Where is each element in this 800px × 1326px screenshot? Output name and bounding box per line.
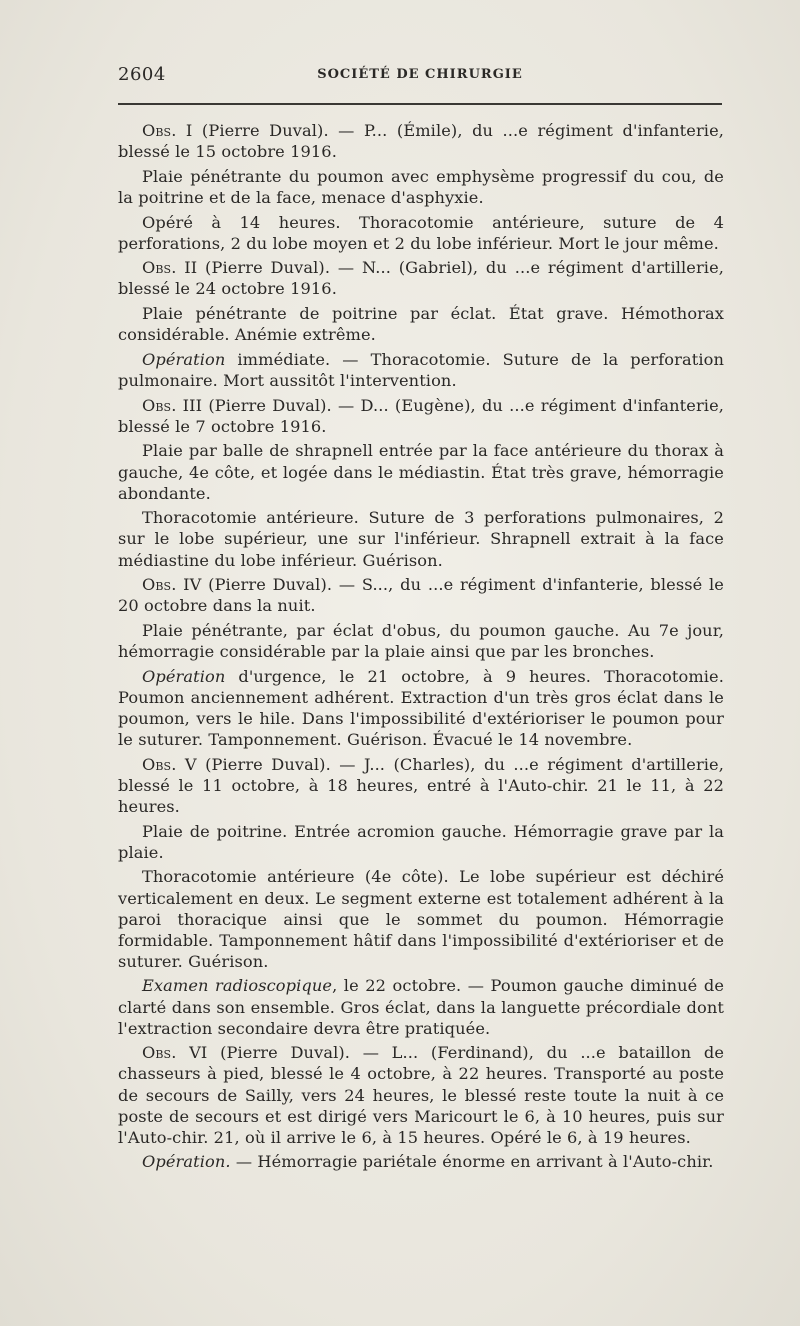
header-rule [118, 103, 722, 105]
paragraph: Obs. III (Pierre Duval). — D... (Eugène), du ...e régiment d'infanterie, blessé le 7 octobre 1916. [118, 395, 724, 436]
paragraph: Plaie par balle de shrapnell entrée par la face antérieure du thorax à gauche, 4e côte, et logée dans le médiastin. État très grave, hémorragie abondante. [118, 441, 724, 503]
paragraph: Plaie pénétrante de poitrine par éclat. État grave. Hémothorax considérable. Anémie extrême. [118, 304, 724, 345]
paragraph: Opération immédiate. — Thoracotomie. Suture de la perforation pulmonaire. Mort aussitôt l'intervention. [118, 349, 724, 390]
paragraph: Obs. IV (Pierre Duval). — S..., du ...e régiment d'infanterie, blessé le 20 octobre dans la nuit. [118, 575, 724, 616]
paragraph: Opéré à 14 heures. Thoracotomie antérieure, suture de 4 perforations, 2 du lobe moyen et 2 du lobe inférieur. Mort le jour même. [118, 212, 724, 253]
paragraph: Opération. — Hémorragie pariétale énorme en arrivant à l'Auto-chir. [142, 1152, 714, 1172]
paragraph: Obs. I (Pierre Duval). — P... (Émile), du ...e régiment d'infanterie, blessé le 15 octobre 1916. [118, 121, 724, 162]
paragraph: Thoracotomie antérieure. Suture de 3 perforations pulmonaires, 2 sur le lobe supérieur, une sur l'inférieur. Shrapnell extrait à la face médiastine du lobe inférieur. Guérison. [118, 508, 724, 570]
paragraph: Obs. VI (Pierre Duval). — L... (Ferdinand), du ...e bataillon de chasseurs à pied, blessé le 4 octobre, à 22 heures. Transporté au poste de secours de Sailly, vers 24 heures, le blessé reste toute la nuit à ce poste de secours et est dirigé vers Maricourt le 6, à 10 heures, puis sur l'Auto-chir. 21, où il arrive le 6, à 15 heures. Opéré le 6, à 19 heures. [118, 1043, 725, 1147]
paragraph: Plaie pénétrante, par éclat d'obus, du poumon gauche. Au 7e jour, hémorragie considérable par la plaie ainsi que par les bronches. [118, 621, 724, 662]
paragraph: Plaie pénétrante du poumon avec emphysème progressif du cou, de la poitrine et de la face, menace d'asphyxie. [118, 166, 724, 207]
running-head: SOCIÉTÉ DE CHIRURGIE [317, 67, 523, 82]
page-header [118, 64, 722, 88]
paragraph: Opération d'urgence, le 21 octobre, à 9 heures. Thoracotomie. Poumon anciennement adhérent. Extraction d'un très gros éclat dans le poumon, vers le hile. Dans l'impossibilité d'extérioriser le poumon pour le suturer. Tamponnement. Guérison. Évacué le 14 novembre. [118, 666, 724, 750]
paragraph: Examen radioscopique, le 22 octobre. — Poumon gauche diminué de clarté dans son ensemble. Gros éclat, dans la languette précordiale dont l'extraction secondaire devra être pratiquée. [118, 976, 725, 1038]
body-text [118, 120, 724, 1176]
paragraph: Thoracotomie antérieure (4e côte). Le lobe supérieur est déchiré verticalement en deux. Le segment externe est totalement adhérent à la paroi thoracique ainsi que le sommet du poumon. Hémorragie formidable. Tamponnement hâtif dans l'impossibilité d'extérioriser et de suturer. Guérison. [118, 867, 724, 971]
paragraph: Plaie de poitrine. Entrée acromion gauche. Hémorragie grave par la plaie. [118, 821, 724, 862]
page-number: 2604 [118, 64, 166, 85]
paragraph: Obs. V (Pierre Duval). — J... (Charles), du ...e régiment d'artillerie, blessé le 11 octobre, à 18 heures, entré à l'Auto-chir. 21 le 11, à 22 heures. [118, 754, 724, 816]
paragraph: Obs. II (Pierre Duval). — N... (Gabriel), du ...e régiment d'artillerie, blessé le 24 octobre 1916. [118, 258, 725, 299]
